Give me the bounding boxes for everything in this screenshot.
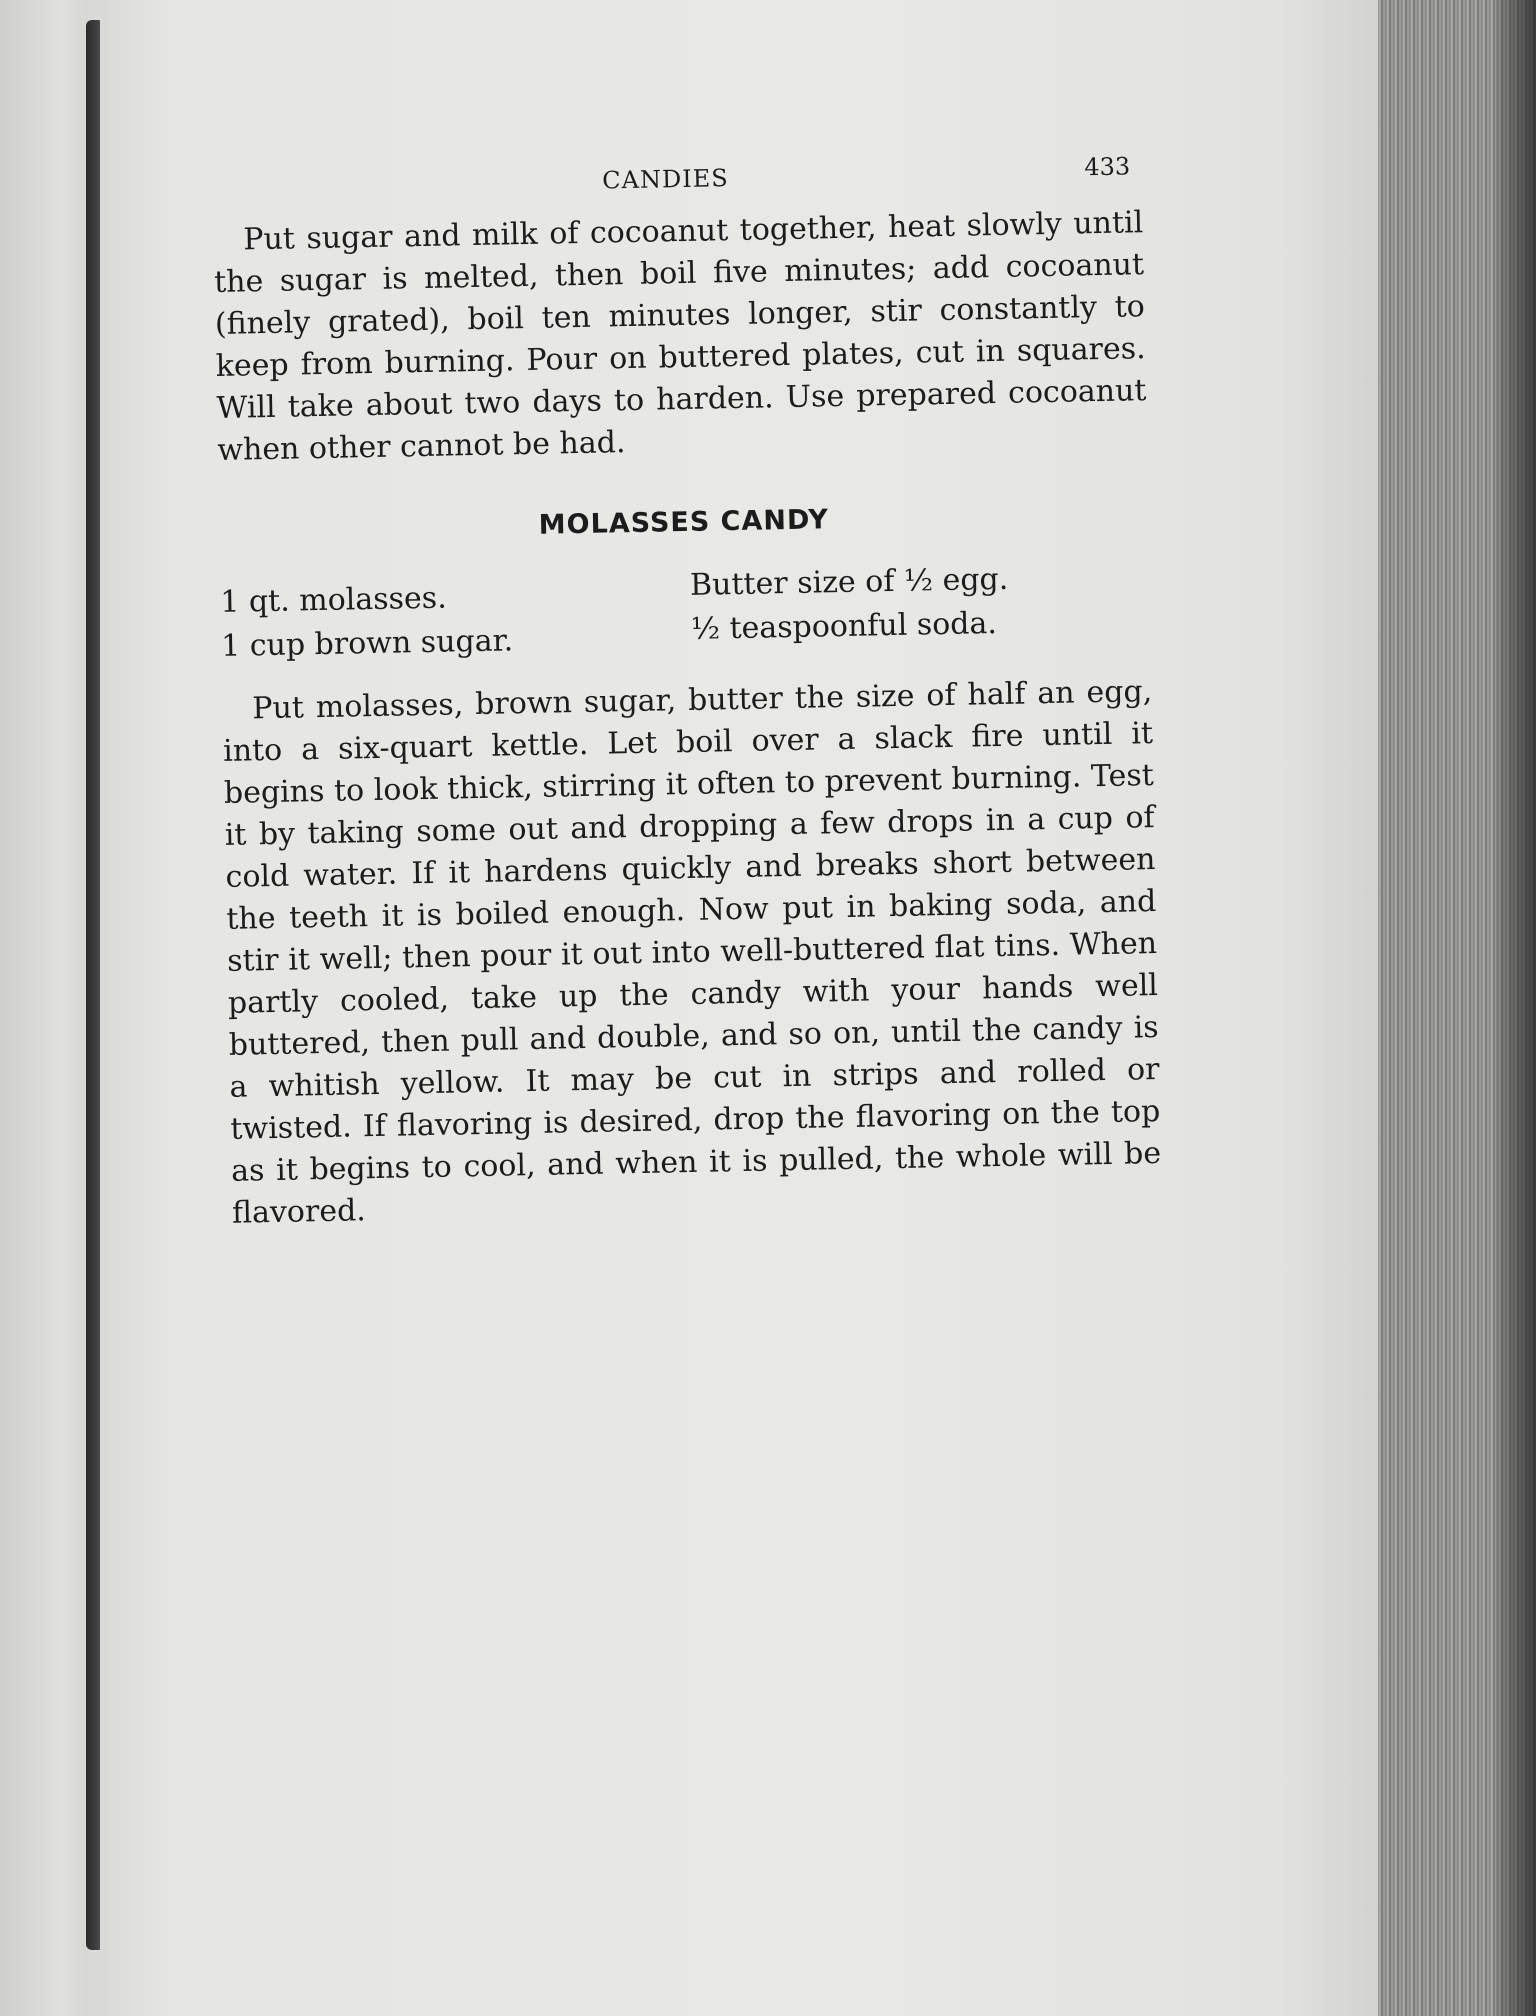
ingredient-column-right [690, 555, 1152, 660]
ingredient-column-left [220, 564, 692, 669]
page-text-block [212, 152, 1162, 1235]
previous-page-edge [0, 0, 88, 2016]
ingredient-list [220, 555, 1152, 669]
page-number: 433 [1084, 152, 1131, 182]
intro-paragraph: Put sugar and milk of cocoanut together, heat slowly until the sugar is melted, then boil five minutes; add cocoanut (finely grated), boil ten minutes longer, stir constantly to keep from burning. Pour on buttered plates, cut in squares. Will take about two days to harden. Use prepared cocoanut when other cannot be had. [213, 205, 1147, 468]
ingredient-item: 1 cup brown sugar. [220, 623, 514, 664]
recipe-title: MOLASSES CANDY [538, 504, 830, 541]
recipe-directions: Put molasses, brown sugar, butter the size of half an egg, into a six-quart kettle. Let boil over a slack fire until it begins to look thick, stirring it often to prevent burning. Test it by taking some out and dropping a few drops in a cup of cold water. If it hardens quickly and breaks short between the teeth it is boiled enough. Now put in baking soda, and stir it well; then pour it out into well-buttered flat tins. When partly cooled, take up the candy with your hands well buttered, then pull and double, and so on, until the candy is a whitish yellow. It may be cut in strips and rolled or twisted. If flavoring is desired, drop the flavoring on the top as it begins to cool, and when it is pulled, the whole will be flavored. [222, 674, 1162, 1231]
ingredient-item: ½ teaspoonful soda. [690, 606, 998, 647]
running-title: CANDIES [602, 164, 729, 195]
page-block-edges [1378, 0, 1536, 2016]
ingredient-item: 1 qt. molasses. [219, 580, 448, 620]
ingredient-item: Butter size of ½ egg. [689, 561, 1009, 603]
